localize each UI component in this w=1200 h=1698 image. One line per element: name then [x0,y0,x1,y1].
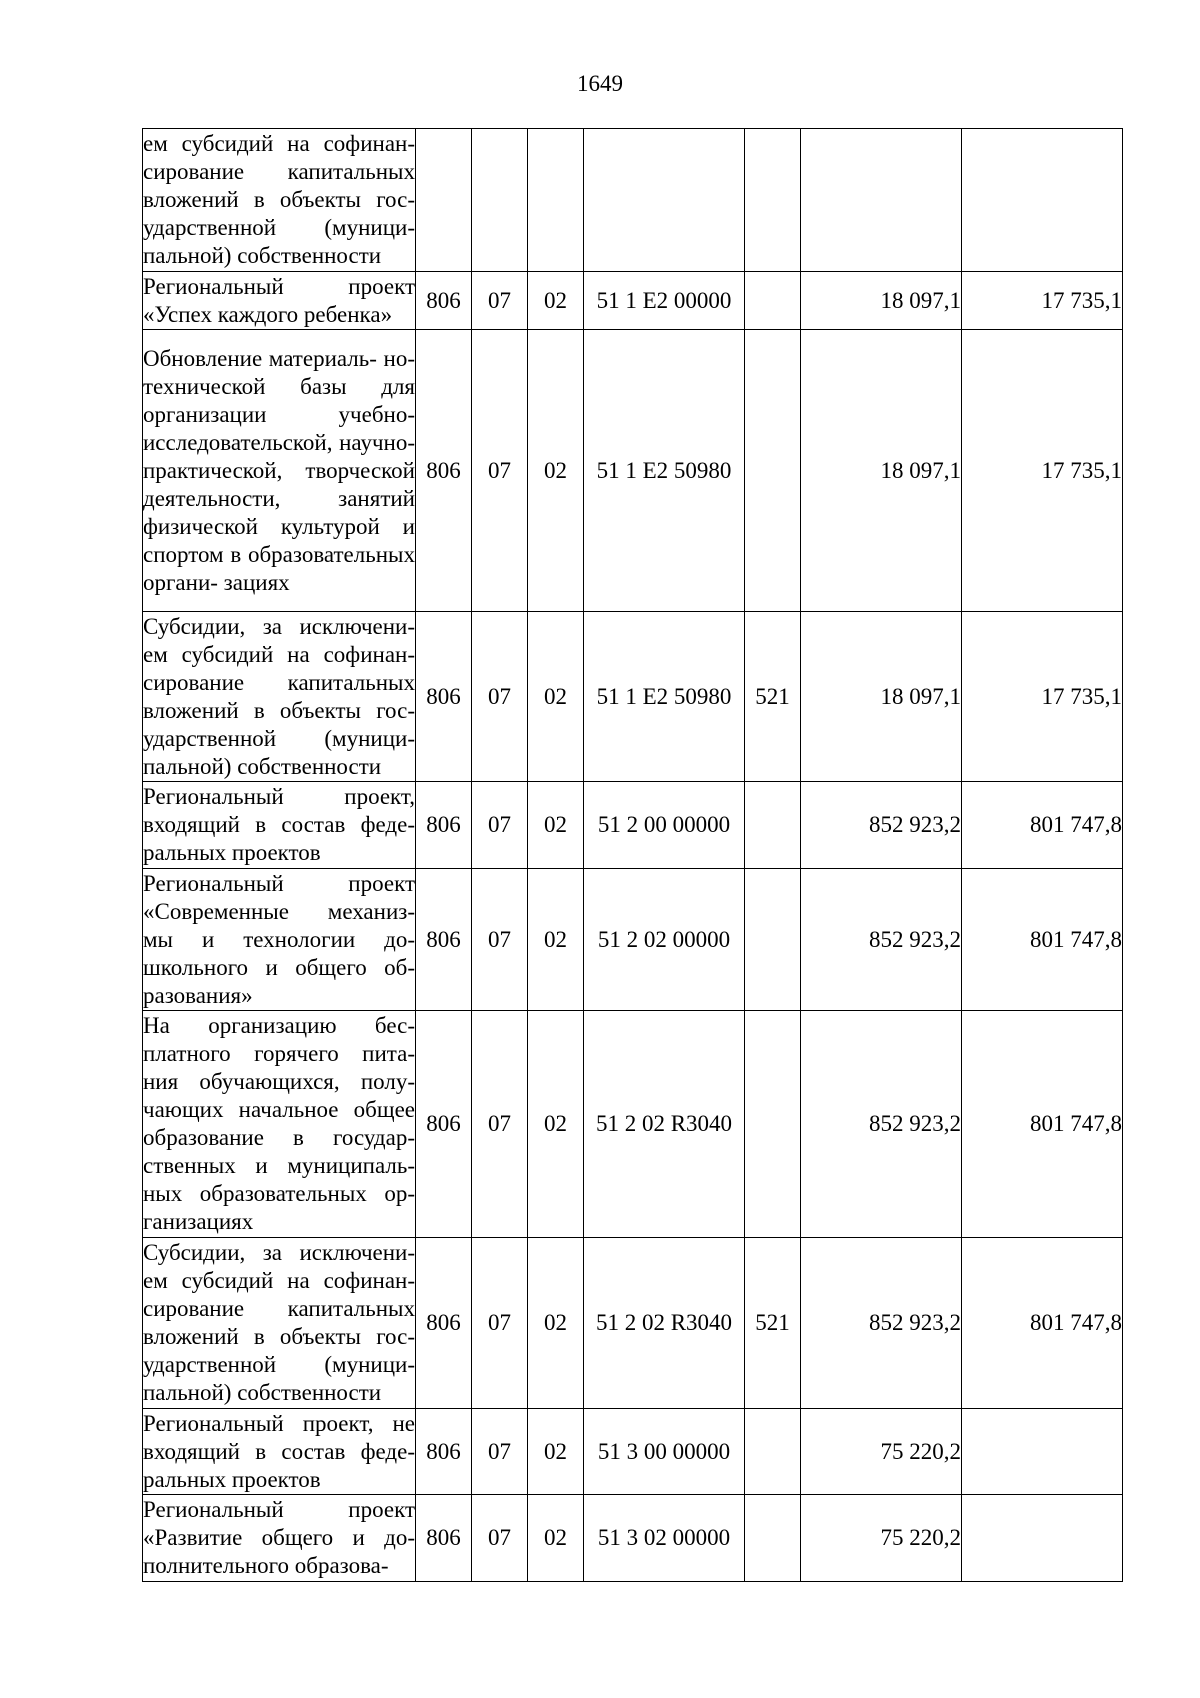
csr-cell: 51 2 02 00000 [584,869,745,1011]
sum2-cell: 801 747,8 [962,1238,1123,1409]
sum1-cell: 852 923,2 [801,1011,962,1238]
grbs-cell: 806 [416,330,472,612]
table-row [143,1495,1123,1582]
grbs-cell: 806 [416,1011,472,1238]
pr-cell: 02 [528,869,584,1011]
csr-cell: 51 3 00 00000 [584,1409,745,1495]
pr-cell: 02 [528,782,584,869]
vr-cell [745,129,801,272]
grbs-cell: 806 [416,612,472,782]
vr-cell [745,782,801,869]
csr-cell: 51 1 E2 50980 [584,330,745,612]
row-name: Региональный проект «Успех каждого ребенка» [143,272,416,330]
grbs-cell [416,129,472,272]
csr-cell: 51 2 02 R3040 [584,1011,745,1238]
rz-cell: 07 [472,612,528,782]
sum2-cell: 801 747,8 [962,782,1123,869]
budget-table [142,128,1123,1582]
row-name: Региональный проект «Развитие общего и до- полнительного образова- [143,1495,416,1582]
grbs-cell: 806 [416,782,472,869]
pr-cell: 02 [528,330,584,612]
pr-cell: 02 [528,1238,584,1409]
vr-cell: 521 [745,1238,801,1409]
sum1-cell: 18 097,1 [801,612,962,782]
table-row [143,1011,1123,1238]
pr-cell: 02 [528,1409,584,1495]
row-name: Субсидии, за исключени- ем субсидий на софинан- сирование капитальных вложений в объекты гос- ударственной (муници- пальной) собственности [143,1238,416,1409]
table-row [143,612,1123,782]
pr-cell [528,129,584,272]
rz-cell: 07 [472,782,528,869]
rz-cell: 07 [472,330,528,612]
table-row [143,129,1123,272]
csr-cell: 51 3 02 00000 [584,1495,745,1582]
csr-cell: 51 1 E2 50980 [584,612,745,782]
table-row [143,1409,1123,1495]
vr-cell [745,869,801,1011]
row-name: На организацию бес- платного горячего пита- ния обучающихся, полу- чающих начальное общее образование в государ- ственных и муниципаль- ных образовательных ор- ганизациях [143,1011,416,1238]
rz-cell [472,129,528,272]
csr-cell [584,129,745,272]
sum1-cell: 852 923,2 [801,1238,962,1409]
rz-cell: 07 [472,1238,528,1409]
sum2-cell: 801 747,8 [962,1011,1123,1238]
vr-cell [745,1011,801,1238]
table-row [143,782,1123,869]
grbs-cell: 806 [416,1495,472,1582]
rz-cell: 07 [472,1409,528,1495]
pr-cell: 02 [528,1011,584,1238]
row-name: ем субсидий на софинан- сирование капитальных вложений в объекты гос- ударственной (муници- пальной) собственности [143,129,416,272]
rz-cell: 07 [472,272,528,330]
sum1-cell: 75 220,2 [801,1495,962,1582]
table-row [143,1238,1123,1409]
grbs-cell: 806 [416,869,472,1011]
grbs-cell: 806 [416,1409,472,1495]
page-number: 1649 [577,71,623,96]
row-name: Региональный проект, входящий в состав феде- ральных проектов [143,782,416,869]
sum2-cell: 801 747,8 [962,869,1123,1011]
row-name: Региональный проект «Современные механиз- мы и технологии до- школьного и общего об- разования» [143,869,416,1011]
vr-cell [745,272,801,330]
rz-cell: 07 [472,869,528,1011]
vr-cell: 521 [745,612,801,782]
table-row [143,330,1123,612]
sum1-cell [801,129,962,272]
sum1-cell: 18 097,1 [801,272,962,330]
row-name: Обновление материаль- но-технической базы для организации учебно- исследовательской, научно-практической, творческой деятельности, занятий физической культурой и спортом в образовательных органи- зациях [143,330,416,612]
csr-cell: 51 1 E2 00000 [584,272,745,330]
sum1-cell: 18 097,1 [801,330,962,612]
rz-cell: 07 [472,1011,528,1238]
sum1-cell: 852 923,2 [801,869,962,1011]
vr-cell [745,330,801,612]
rz-cell: 07 [472,1495,528,1582]
csr-cell: 51 2 00 00000 [584,782,745,869]
sum2-cell: 17 735,1 [962,272,1123,330]
vr-cell [745,1495,801,1582]
grbs-cell: 806 [416,1238,472,1409]
grbs-cell: 806 [416,272,472,330]
pr-cell: 02 [528,272,584,330]
sum2-cell: 17 735,1 [962,612,1123,782]
row-name: Субсидии, за исключени- ем субсидий на софинан- сирование капитальных вложений в объекты гос- ударственной (муници- пальной) собственности [143,612,416,782]
table-row [143,272,1123,330]
pr-cell: 02 [528,1495,584,1582]
csr-cell: 51 2 02 R3040 [584,1238,745,1409]
vr-cell [745,1409,801,1495]
sum2-cell: 17 735,1 [962,330,1123,612]
sum2-cell [962,1495,1123,1582]
sum1-cell: 75 220,2 [801,1409,962,1495]
sum2-cell [962,129,1123,272]
sum2-cell [962,1409,1123,1495]
table-row [143,869,1123,1011]
row-name: Региональный проект, не входящий в состав феде- ральных проектов [143,1409,416,1495]
pr-cell: 02 [528,612,584,782]
sum1-cell: 852 923,2 [801,782,962,869]
